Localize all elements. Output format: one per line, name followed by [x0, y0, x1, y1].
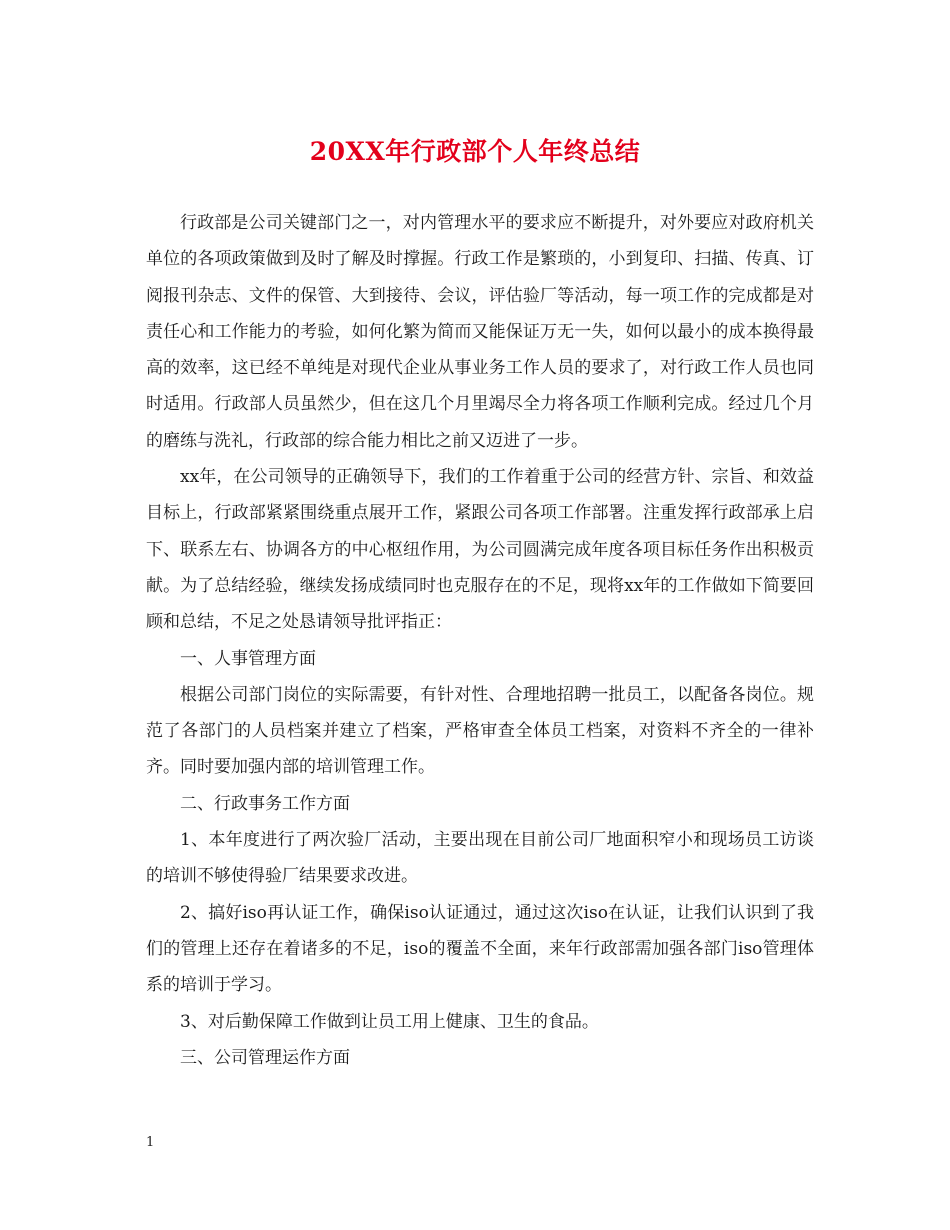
document-title: 20XX年行政部个人年终总结	[309, 137, 641, 166]
section-heading-company-management: 三、公司管理运作方面	[180, 1047, 350, 1068]
paragraph-overview: xx年，在公司领导的正确领导下，我们的工作着重于公司的经营方针、宗旨、和效益目标上，行政部紧紧围绕重点展开工作，紧跟公司各项工作部署。注重发挥行政部承上启下、联系左右、协调各方的中心枢纽作用，为公司圆满完成年度各项目标任务作出积极贡献。为了总结经验，继续发扬成绩同时也克服存在的不足，现将xx年的工作做如下简要回顾和总结，不足之处恳请领导批评指正：	[146, 467, 814, 633]
paragraph-item-3: 3、对后勤保障工作做到让员工用上健康、卫生的食品。	[180, 1011, 599, 1032]
paragraph-item-1: 1、本年度进行了两次验厂活动，主要出现在目前公司厂地面积窄小和现场员工访谈的培训不够使得验厂结果要求改进。	[146, 830, 814, 887]
paragraph-item-2: 2、搞好iso再认证工作，确保iso认证通过，通过这次iso在认证，让我们认识到了我们的管理上还存在着诸多的不足，iso的覆盖不全面，来年行政部需加强各部门iso管理体系的培训于学习。	[146, 902, 814, 996]
paragraph-intro: 行政部是公司关键部门之一，对内管理水平的要求应不断提升，对外要应对政府机关单位的各项政策做到及时了解及时撑握。行政工作是繁琐的，小到复印、扫描、传真、订阅报刊杂志、文件的保管、大到接待、会议，评估验厂等活动，每一项工作的完成都是对责任心和工作能力的考验，如何化繁为简而又能保证万无一失，如何以最小的成本换得最高的效率，这已经不单纯是对现代企业从事业务工作人员的要求了，对行政工作人员也同时适用。行政部人员虽然少，但在这几个月里竭尽全力将各项工作顺利完成。经过几个月的磨练与洗礼，行政部的综合能力相比之前又迈进了一步。	[146, 213, 814, 451]
page-number: 1	[146, 1135, 155, 1150]
section-heading-admin-affairs: 二、行政事务工作方面	[180, 793, 350, 814]
document-body	[146, 205, 814, 1076]
section-heading-personnel: 一、人事管理方面	[180, 648, 316, 669]
paragraph-personnel: 根据公司部门岗位的实际需要，有针对性、合理地招聘一批员工，以配备各岗位。规范了各部门的人员档案并建立了档案，严格审查全体员工档案，对资料不齐全的一律补齐。同时要加强内部的培训管理工作。	[146, 684, 814, 778]
